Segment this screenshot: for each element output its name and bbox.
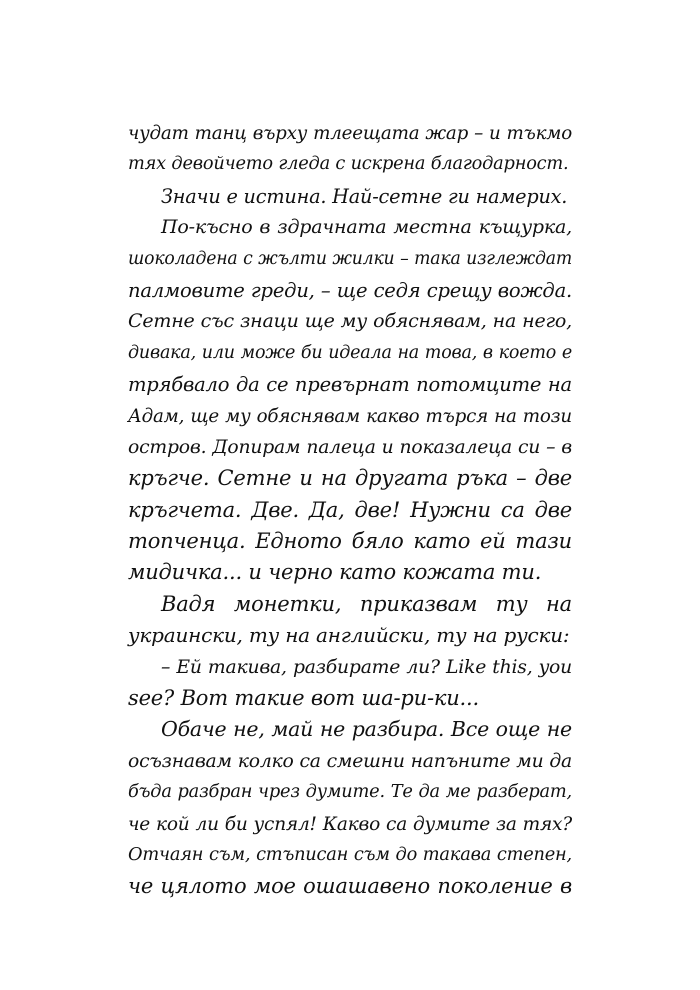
text-line: палмовите греди, – ще седя срещу вожда. <box>128 278 572 302</box>
text-line: По-късно в здрачната местна къщурка, <box>161 216 572 239</box>
text-line: Вадя монетки, приказвам ту на <box>161 591 572 616</box>
text-line: Обаче не, май не разбира. Все още не <box>161 717 572 742</box>
text-line: дивака, или може би идеала на това, в което е <box>128 342 572 363</box>
text-line: кръгче. Сетне и на другата ръка – две <box>128 466 572 491</box>
text-line: остров. Допирам палеца и показалеца си – в <box>128 436 572 458</box>
text-line: че цялото мое ошашавено поколение в <box>128 874 572 899</box>
text-line: Адам, ще му обяснявам какво търся на този <box>128 405 572 427</box>
text-line: кръгчета. Две. Да, две! Нужни са две <box>128 497 572 522</box>
text-line: че кой ли би успял! Какво са думите за тях? <box>128 813 572 835</box>
text-line: see? Вот такие вот ша-ри-ки... <box>128 686 479 711</box>
text-line: Сетне със знаци ще му обяснявам, на него, <box>128 310 572 333</box>
text-line: топченца. Едното бяло като ей тази <box>128 529 572 554</box>
text-line: бъда разбран чрез думите. Те да ме разберат, <box>128 782 572 803</box>
text-line: трябвало да се превърнат потомците на <box>128 373 572 397</box>
text-line: осъзнавам колко са смешни напъните ми да <box>128 750 572 772</box>
text-line: шоколадена с жълти жилки – така изглеждат <box>128 248 572 269</box>
text-line: тях девойчето гледа с искрена благодарност. <box>128 154 569 175</box>
text-line: Отчаян съм, стъписан съм до такава степен, <box>128 844 572 865</box>
text-line: чудат танц върху тлеещата жар – и тъкмо <box>128 123 572 144</box>
text-line: мидичка... и черно като кожата ти. <box>128 560 542 585</box>
text-line: – Ей такива, разбирате ли? Like this, you <box>161 656 572 678</box>
text-line: Значи е истина. Най-сетне ги намерих. <box>161 184 568 208</box>
body-text <box>128 118 572 903</box>
text-line: украински, ту на английски, ту на руски: <box>128 623 570 648</box>
